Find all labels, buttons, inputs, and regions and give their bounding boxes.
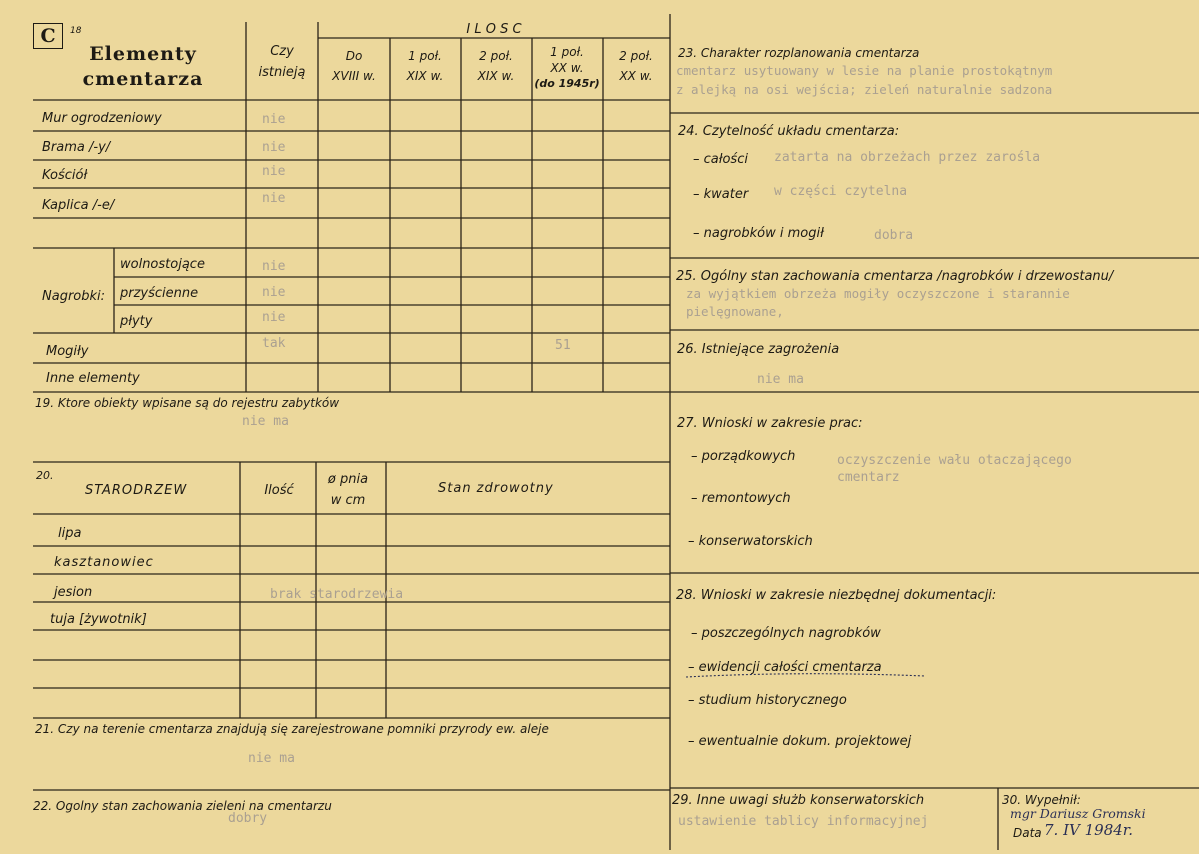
q30-date: 7. IV 1984r. xyxy=(1044,821,1134,839)
q30-label: 30. Wypełnił: xyxy=(1002,793,1081,807)
q27-item-porzadkowych: – porządkowych xyxy=(691,449,796,464)
element-kosciol: Kościół xyxy=(42,168,88,183)
q22-answer: dobry xyxy=(228,811,268,826)
q25-answer-l1: za wyjątkiem obrzeża mogiły oczyszczone i starannie xyxy=(686,286,1070,301)
element-kaplica-czy: nie xyxy=(262,191,286,206)
q21-label: 21. Czy na terenie cmentarza znajdują się zarejestrowane pomniki przyrody ew. aleje xyxy=(35,722,549,736)
q19-answer: nie ma xyxy=(242,414,289,429)
q20-answer: brak starodrzewia xyxy=(270,587,404,602)
q24-answer-nagrobkow: dobra xyxy=(874,228,914,243)
element-brama: Brama /-y/ xyxy=(42,140,111,155)
q24-label: 24. Czytelność układu cmentarza: xyxy=(678,124,900,139)
col3-l2: XIX w. xyxy=(477,69,515,83)
q22-label: 22. Ogolny stan zachowania zieleni na cmentarzu xyxy=(33,799,332,813)
col4-l3: (do 1945r) xyxy=(534,77,600,90)
col1-l2: XVIII w. xyxy=(332,69,376,83)
element-wolnostojace-czy: nie xyxy=(262,259,286,274)
q26-answer: nie ma xyxy=(757,372,804,387)
q24-answer-calosci: zatarta na obrzeżach przez zarośla xyxy=(774,150,1041,165)
element-przyscienne: przyścienne xyxy=(120,286,199,301)
header-czy-l1: Czy xyxy=(270,44,294,59)
q28-item-nagrobkow: – poszczególnych nagrobków xyxy=(691,626,881,641)
element-kaplica: Kaplica /-e/ xyxy=(42,198,115,213)
tree-lipa: lipa xyxy=(58,526,82,541)
section-letter-box: C xyxy=(33,23,63,49)
q20-col-pnia-l2: w cm xyxy=(330,493,366,508)
element-przyscienne-czy: nie xyxy=(262,285,286,300)
q29-answer: ustawienie tablicy informacyjnej xyxy=(678,814,929,829)
q30-date-label: Data xyxy=(1013,826,1042,840)
q30-signature: mgr Dariusz Gromski xyxy=(1010,806,1146,821)
element-plyty-czy: nie xyxy=(262,310,286,325)
q27-answer-porzadkowych-l1: oczyszczenie wału otaczającego xyxy=(837,453,1072,468)
col3-l1: 2 poł. xyxy=(479,49,513,63)
element-brama-czy: nie xyxy=(262,140,286,155)
q27-answer-porzadkowych-l2: cmentarz xyxy=(837,470,900,485)
element-mogily: Mogiły xyxy=(46,344,89,359)
col5-l2: XX w. xyxy=(619,69,653,83)
q28-item-studium: – studium historycznego xyxy=(688,693,847,708)
q25-label: 25. Ogólny stan zachowania cmentarza /nagrobków i drzewostanu/ xyxy=(676,269,1114,284)
element-mogily-count: 51 xyxy=(555,338,571,353)
tree-jesion: jesion xyxy=(54,585,93,600)
q20-col-stan: Stan zdrowotny xyxy=(438,481,554,496)
q23-label: 23. Charakter rozplanowania cmentarza xyxy=(678,46,920,60)
col4-l1: 1 poł. xyxy=(550,45,584,59)
q20-col-pnia-l1: ø pnia xyxy=(327,472,369,487)
tree-kasztanowiec: kasztanowiec xyxy=(54,555,154,570)
q28-item-ewidencji: – ewidencji całości cmentarza xyxy=(688,660,882,675)
tree-tuja: tuja [żywotnik] xyxy=(50,612,147,627)
q23-answer-l2: z alejką na osi wejścia; zieleń naturalnie sadzona xyxy=(676,82,1053,97)
q27-label: 27. Wnioski w zakresie prac: xyxy=(677,416,863,431)
col2-l1: 1 poł. xyxy=(408,49,442,63)
q21-answer: nie ma xyxy=(248,751,295,766)
element-inne: Inne elementy xyxy=(46,371,140,386)
q28-item-projektowej: – ewentualnie dokum. projektowej xyxy=(688,734,912,749)
q23-answer-l1: cmentarz usytuowany w lesie na planie prostokątnym xyxy=(676,63,1053,78)
section-number: 18 xyxy=(70,26,82,36)
q29-label: 29. Inne uwagi służb konserwatorskich xyxy=(672,793,925,808)
q28-label: 28. Wnioski w zakresie niezbędnej dokumentacji: xyxy=(676,588,997,603)
element-kosciol-czy: nie xyxy=(262,164,286,179)
section-title-line1: Elementy xyxy=(89,43,197,65)
element-wolnostojace: wolnostojące xyxy=(120,257,205,272)
element-mur-czy: nie xyxy=(262,112,286,127)
q20-title: STARODRZEW xyxy=(85,483,188,498)
q19-label: 19. Ktore obiekty wpisane są do rejestru zabytków xyxy=(35,396,340,410)
section-title-line2: cmentarza xyxy=(82,68,204,90)
nagrobki-label: Nagrobki: xyxy=(42,289,106,304)
col1-l1: Do xyxy=(345,49,363,63)
element-mogily-czy: tak xyxy=(262,336,286,351)
q24-item-calosci: – całości xyxy=(693,152,748,167)
col5-l1: 2 poł. xyxy=(619,49,653,63)
header-czy-l2: istnieją xyxy=(258,65,306,80)
q24-item-nagrobkow: – nagrobków i mogił xyxy=(693,226,824,241)
q24-item-kwater: – kwater xyxy=(693,187,749,202)
q25-answer-l2: pielęgnowane, xyxy=(686,304,784,319)
col4-l2: XX w. xyxy=(550,61,584,75)
q27-item-remontowych: – remontowych xyxy=(691,491,791,506)
element-mur: Mur ogrodzeniowy xyxy=(42,111,162,126)
q24-answer-kwater: w części czytelna xyxy=(774,184,908,199)
q20-num: 20. xyxy=(36,469,54,482)
col2-l2: XIX w. xyxy=(406,69,444,83)
header-ilosc: I L O S C xyxy=(466,22,522,37)
q26-label: 26. Istniejące zagrożenia xyxy=(677,342,840,357)
q27-item-konserwatorskich: – konserwatorskich xyxy=(688,534,813,549)
q20-col-ilosc: Ilość xyxy=(264,483,294,498)
element-plyty: płyty xyxy=(120,314,153,329)
